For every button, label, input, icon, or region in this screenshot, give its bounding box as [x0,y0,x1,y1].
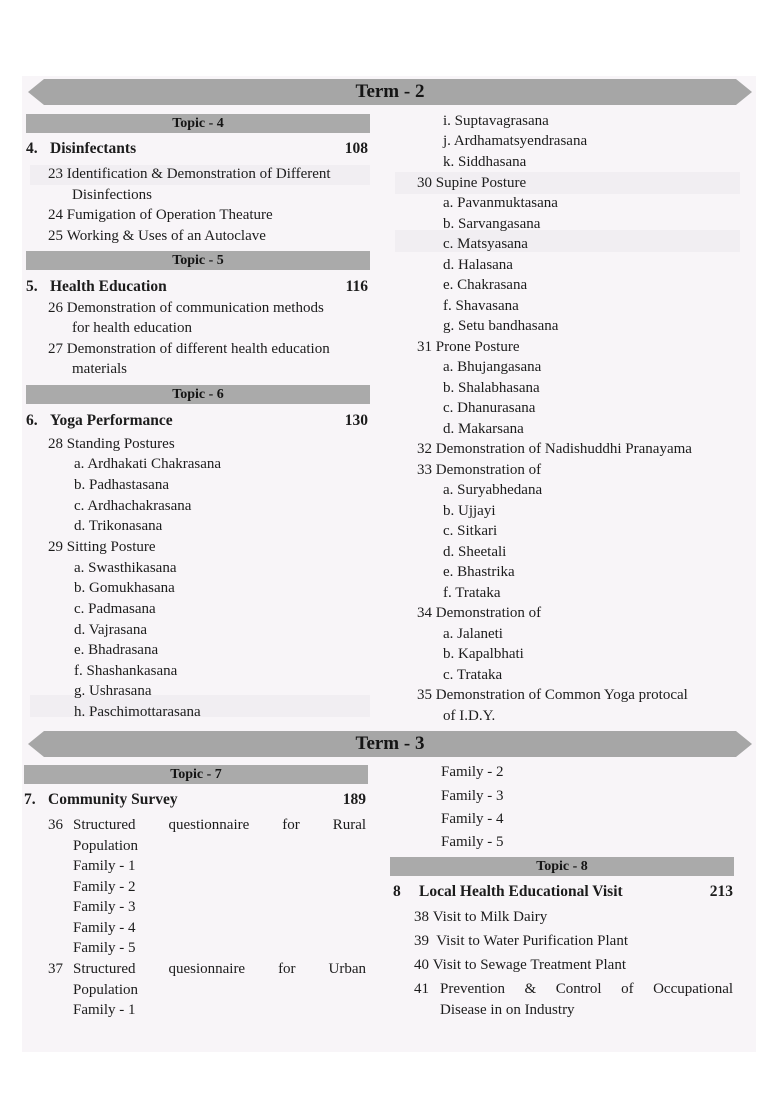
chapter-number: 6. [26,412,38,429]
toc-item: 30 Supine Posture [417,175,527,191]
chapter-4-page: 108 [344,140,368,157]
toc-item: 27 Demonstration of different health education [48,341,330,357]
toc-item: 39 Visit to Water Purification Plant [414,933,628,949]
topic-6-label: Topic - 6 [172,387,224,402]
family-entry: Family - 5 [441,834,504,850]
term-2-title: Term - 2 [355,81,425,102]
toc-item: 35 Demonstration of Common Yoga protocal [417,687,688,703]
toc-item: 23 Identification & Demonstration of Different [48,166,331,182]
toc-item: 40 Visit to Sewage Treatment Plant [414,957,627,973]
toc-item: 33 Demonstration of [417,462,542,478]
chapter-8-title [393,882,623,902]
chapter-number: 8 [393,883,401,900]
toc-subitem: d. Trikonasana [74,518,163,534]
toc-item: 31 Prone Posture [417,339,520,355]
chapter-7-page: 189 [342,791,366,808]
toc-item: 32 Demonstration of Nadishuddhi Pranayama [417,441,692,457]
toc-subitem: a. Suryabhedana [443,482,543,498]
toc-subitem: c. Ardhachakrasana [74,498,192,514]
toc-item: 25 Working & Uses of an Autoclave [48,228,266,244]
term-3-banner [44,731,736,757]
toc-subitem: e. Bhastrika [443,564,515,580]
toc-item: 29 Sitting Posture [48,539,156,555]
chapter-5-page: 116 [345,278,368,295]
toc-subitem: b. Kapalbhati [443,646,524,662]
family-entry: Family - 2 [73,879,136,895]
toc-subitem: c. Padmasana [74,601,156,617]
toc-subitem: b. Padhastasana [74,477,169,493]
toc-item: 34 Demonstration of [417,605,542,621]
topic-8-header [390,857,734,876]
toc-item: 38 Visit to Milk Dairy [414,909,548,925]
toc-item-number: 37 [48,961,63,977]
banner-left-point [28,731,44,757]
toc-subitem: c. Matsyasana [443,236,528,252]
toc-subitem: i. Suptavagrasana [443,113,549,129]
toc-subitem: c. Dhanurasana [443,400,536,416]
toc-subitem: b. Ujjayi [443,503,496,519]
family-entry: Family - 5 [73,940,136,956]
chapter-number: 7. [24,791,36,808]
toc-item-justified: Structured questionnaire for Rural [73,817,367,833]
toc-item: for health education [72,320,192,336]
chapter-number: 5. [26,278,38,295]
toc-item-continuation: of I.D.Y. [443,708,496,724]
topic-4-header [26,114,370,133]
family-entry: Family - 1 [73,1002,136,1018]
toc-subitem: g. Setu bandhasana [443,318,559,334]
toc-subitem: h. Paschimottarasana [74,704,201,720]
toc-subitem: b. Shalabhasana [443,380,540,396]
family-entry: Family - 3 [441,788,504,804]
chapter-number: 4. [26,140,38,157]
toc-subitem: b. Gomukhasana [74,580,175,596]
toc-item-continuation: Population [73,982,139,998]
family-entry: Family - 4 [73,920,136,936]
topic-5-header [26,251,370,270]
toc-subitem: g. Ushrasana [74,683,152,699]
term-2-banner [44,79,736,105]
toc-subitem: a. Swasthikasana [74,560,177,576]
toc-item-continuation: Disease in on Industry [440,1002,575,1018]
toc-item-number: 41 [414,981,429,997]
toc-item-continuation: Population [73,838,139,854]
topic-5-label: Topic - 5 [172,253,224,268]
family-entry: Family - 1 [73,858,136,874]
topic-7-header [24,765,368,784]
topic-7-label: Topic - 7 [170,767,222,782]
toc-item: 28 Standing Postures [48,436,175,452]
chapter-4-title [26,139,136,159]
chapter-title: Community Survey [48,791,178,808]
banner-left-point [28,79,44,105]
toc-subitem: a. Pavanmuktasana [443,195,558,211]
term-3-title: Term - 3 [355,733,425,754]
family-entry: Family - 2 [441,764,504,780]
topic-8-label: Topic - 8 [536,859,588,874]
family-entry: Family - 3 [73,899,136,915]
toc-item-justified: Prevention & Control of Occupational [440,981,734,997]
toc-subitem: e. Bhadrasana [74,642,159,658]
toc-subitem: f. Shashankasana [74,663,178,679]
banner-right-point [736,731,752,757]
topic-4-label: Topic - 4 [172,116,224,131]
toc-subitem: b. Sarvangasana [443,216,541,232]
toc-item: Disinfections [72,187,152,203]
family-entry: Family - 4 [441,811,504,827]
toc-subitem: k. Siddhasana [443,154,527,170]
chapter-title: Yoga Performance [50,412,173,429]
banner-right-point [736,79,752,105]
toc-item-justified: Structured quesionnaire for Urban [73,961,367,977]
toc-subitem: f. Trataka [443,585,501,601]
chapter-6-page: 130 [344,412,368,429]
chapter-5-title [26,277,167,297]
toc-subitem: d. Makarsana [443,421,524,437]
toc-subitem: d. Vajrasana [74,622,148,638]
toc-subitem: j. Ardhamatsyendrasana [443,133,588,149]
chapter-7-title [24,790,178,810]
chapter-8-page: 213 [709,883,733,900]
toc-item: 26 Demonstration of communication methods [48,300,324,316]
chapter-title: Local Health Educational Visit [419,883,623,900]
chapter-6-title [26,411,173,431]
toc-subitem: d. Halasana [443,257,513,273]
topic-6-header [26,385,370,404]
toc-item: materials [72,361,127,377]
toc-subitem: d. Sheetali [443,544,507,560]
toc-subitem: a. Ardhakati Chakrasana [74,456,222,472]
toc-subitem: c. Sitkari [443,523,498,539]
toc-item: 24 Fumigation of Operation Theature [48,207,273,223]
toc-item-number: 36 [48,817,63,833]
chapter-title: Disinfectants [50,140,137,157]
toc-subitem: e. Chakrasana [443,277,528,293]
toc-subitem: c. Trataka [443,667,503,683]
chapter-title: Health Education [50,278,167,295]
toc-subitem: f. Shavasana [443,298,519,314]
toc-subitem: a. Jalaneti [443,626,503,642]
toc-subitem: a. Bhujangasana [443,359,542,375]
